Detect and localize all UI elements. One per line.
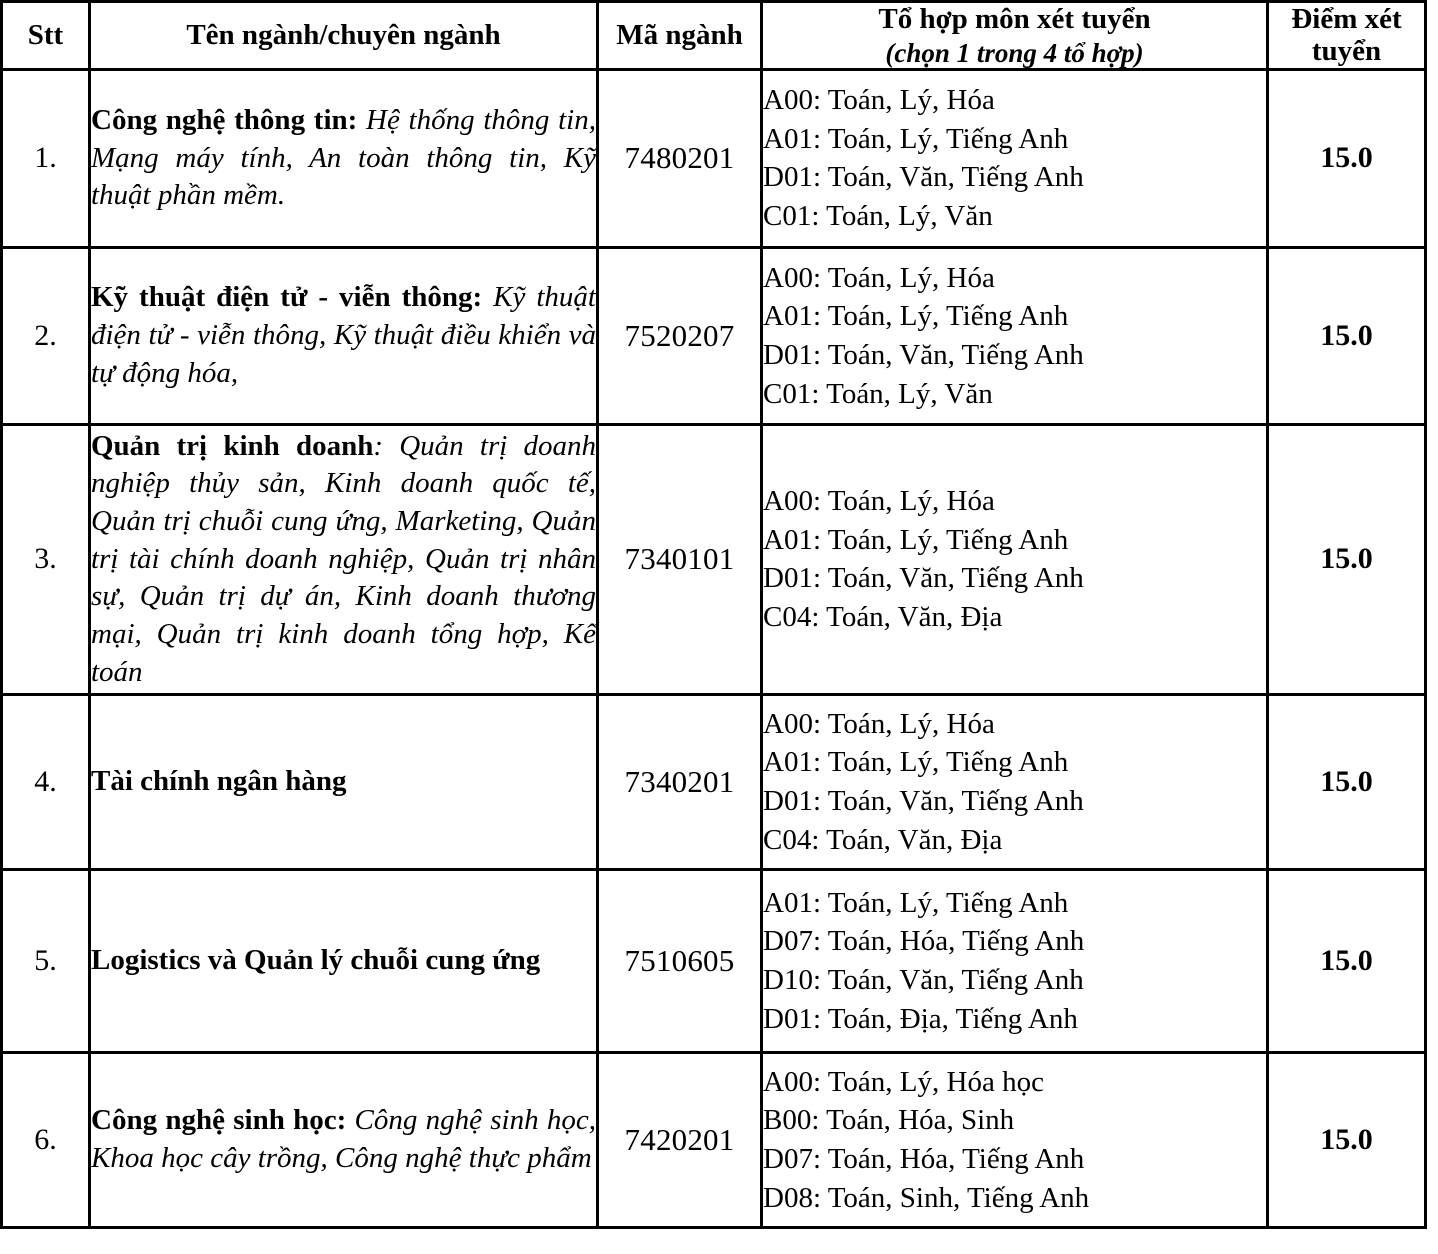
combination-option: A00: Toán, Lý, Hóa học xyxy=(763,1065,1044,1098)
major-code: 7520207 xyxy=(598,247,762,424)
combination-option: A01: Toán, Lý, Tiếng Anh xyxy=(763,746,1069,779)
admission-score: 15.0 xyxy=(1268,1052,1426,1227)
major-name-cell xyxy=(90,1052,598,1227)
subject-combination-cell xyxy=(762,1052,1268,1227)
row-index: 2. xyxy=(2,247,90,424)
major-code: 7340201 xyxy=(598,694,762,869)
column-header-subject-combination xyxy=(762,2,1268,70)
major-code: 7420201 xyxy=(598,1052,762,1227)
table-row xyxy=(2,869,1426,1052)
admission-score: 15.0 xyxy=(1268,69,1426,247)
combination-option: A01: Toán, Lý, Tiếng Anh xyxy=(763,523,1069,556)
major-title: Quản trị kinh doanh xyxy=(91,429,374,462)
row-index: 5. xyxy=(2,869,90,1052)
combination-option: C01: Toán, Lý, Văn xyxy=(763,200,993,232)
combination-option: D01: Toán, Văn, Tiếng Anh xyxy=(763,562,1084,595)
major-code: 7340101 xyxy=(598,424,762,694)
subject-combination-cell xyxy=(762,424,1268,694)
major-name-cell xyxy=(90,424,598,694)
major-name-cell xyxy=(90,869,598,1052)
combination-option: D08: Toán, Sinh, Tiếng Anh xyxy=(763,1181,1090,1214)
combination-option: A01: Toán, Lý, Tiếng Anh xyxy=(763,886,1069,919)
table-row xyxy=(2,694,1426,869)
combination-option: D10: Toán, Văn, Tiếng Anh xyxy=(763,963,1084,996)
major-code: 7510605 xyxy=(598,869,762,1052)
combination-option: A00: Toán, Lý, Hóa xyxy=(763,84,995,117)
column-header-stt: Stt xyxy=(2,2,90,70)
major-specializations: : Quản trị doanh nghiệp thủy sản, Kinh doanh quốc tế, Quản trị chuỗi cung ứng, Marketing, Quản trị tài chính doanh nghiệp, Quản trị nhân sự, Quản trị dự án, Kinh doanh thương mại, Quản trị kinh doanh tổng hợp, Kế toán xyxy=(91,429,597,688)
header-row xyxy=(2,2,1426,70)
combination-subtitle: (chọn 1 trong 4 tổ hợp) xyxy=(885,37,1144,68)
row-index: 6. xyxy=(2,1052,90,1227)
combination-option: A00: Toán, Lý, Hóa xyxy=(763,707,995,740)
subject-combination-cell xyxy=(762,694,1268,869)
table-row xyxy=(2,69,1426,247)
table-row xyxy=(2,424,1426,694)
table-row xyxy=(2,247,1426,424)
combination-option: A00: Toán, Lý, Hóa xyxy=(763,485,995,518)
subject-combination-cell xyxy=(762,869,1268,1052)
major-name-cell xyxy=(90,247,598,424)
major-title: Tài chính ngân hàng xyxy=(91,765,347,798)
table-header xyxy=(2,2,1426,70)
combination-option: A00: Toán, Lý, Hóa xyxy=(763,261,995,294)
column-header-major-code: Mã ngành xyxy=(598,2,762,70)
combination-option: D01: Toán, Văn, Tiếng Anh xyxy=(763,338,1084,371)
row-index: 4. xyxy=(2,694,90,869)
major-specializations: Hệ thống thông tin, Mạng máy tính, An toàn thông tin, Kỹ thuật phần mềm. xyxy=(91,103,596,212)
combination-option: A01: Toán, Lý, Tiếng Anh xyxy=(763,122,1069,155)
column-header-admission-score: Điểm xét tuyển xyxy=(1268,2,1426,70)
major-title: Công nghệ thông tin: xyxy=(91,103,358,136)
admission-score: 15.0 xyxy=(1268,247,1426,424)
combination-option: D07: Toán, Hóa, Tiếng Anh xyxy=(763,925,1085,958)
admission-score: 15.0 xyxy=(1268,694,1426,869)
major-name-cell xyxy=(90,694,598,869)
major-specializations: Công nghệ sinh học, Khoa học cây trồng, Công nghệ thực phẩm xyxy=(91,1104,596,1174)
combination-option: C04: Toán, Văn, Địa xyxy=(763,823,1003,856)
column-header-major-name: Tên ngành/chuyên ngành xyxy=(90,2,598,70)
combination-title: Tổ hợp môn xét tuyển xyxy=(878,3,1151,36)
major-title: Kỹ thuật điện tử - viễn thông: xyxy=(91,281,483,314)
combination-option: D01: Toán, Địa, Tiếng Anh xyxy=(763,1002,1078,1035)
row-index: 3. xyxy=(2,424,90,694)
combination-option: C04: Toán, Văn, Địa xyxy=(763,601,1003,633)
combination-option: A01: Toán, Lý, Tiếng Anh xyxy=(763,300,1069,333)
major-code: 7480201 xyxy=(598,69,762,247)
major-specializations: Kỹ thuật điện tử - viễn thông, Kỹ thuật điều khiển và tự động hóa, xyxy=(91,281,596,389)
major-title: Logistics và Quản lý chuỗi cung ứng xyxy=(91,944,541,977)
subject-combination-cell xyxy=(762,247,1268,424)
major-title: Công nghệ sinh học: xyxy=(91,1104,347,1137)
combination-option: B00: Toán, Hóa, Sinh xyxy=(763,1104,1015,1137)
table-row xyxy=(2,1052,1426,1227)
admission-score: 15.0 xyxy=(1268,424,1426,694)
subject-combination-cell xyxy=(762,69,1268,247)
row-index: 1. xyxy=(2,69,90,247)
table-body xyxy=(2,69,1426,1227)
combination-option: D01: Toán, Văn, Tiếng Anh xyxy=(763,784,1084,817)
admission-score: 15.0 xyxy=(1268,869,1426,1052)
combination-option: D07: Toán, Hóa, Tiếng Anh xyxy=(763,1142,1085,1175)
major-name-cell xyxy=(90,69,598,247)
combination-option: C01: Toán, Lý, Văn xyxy=(763,377,993,410)
combination-option: D01: Toán, Văn, Tiếng Anh xyxy=(763,161,1084,194)
